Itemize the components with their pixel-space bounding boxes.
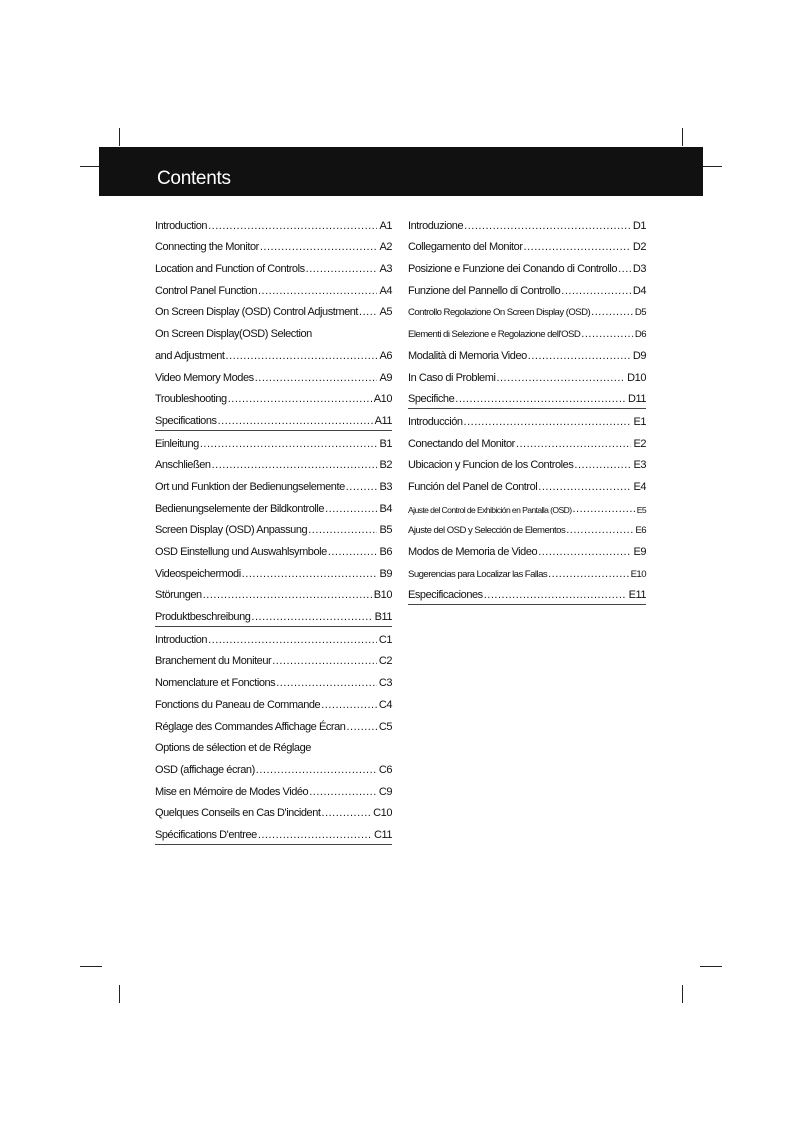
- toc-entry[interactable]: Spécifications D'entree ..... C11: [155, 822, 392, 844]
- toc-entry[interactable]: Connecting the Monitor ..... A2: [155, 235, 392, 257]
- toc-entry[interactable]: Produktbeschreibung ..... B11: [155, 604, 392, 626]
- toc-entry[interactable]: Fonctions du Paneau de Commande ..... C4: [155, 692, 392, 714]
- toc-entry[interactable]: Sugerencias para Localizar las Fallas ..... E10: [408, 561, 646, 583]
- toc-entry[interactable]: Ajuste del OSD y Selección de Elementos ..... E6: [408, 518, 646, 540]
- toc-group-spanish: [408, 409, 646, 605]
- crop-mark: [119, 128, 120, 146]
- toc-group-italian: [408, 213, 646, 409]
- toc-entry[interactable]: Quelques Conseils en Cas D'incident ..... C10: [155, 801, 392, 823]
- toc-entry[interactable]: Introducción ..... E1: [408, 409, 646, 431]
- toc-entry[interactable]: Screen Display (OSD) Anpassung ..... B5: [155, 518, 392, 540]
- toc-entry[interactable]: Mise en Mémoire de Modes Vidéo ..... C9: [155, 779, 392, 801]
- crop-mark: [700, 166, 722, 167]
- crop-mark: [682, 128, 683, 146]
- toc-entry[interactable]: Videospeichermodi ..... B9: [155, 561, 392, 583]
- toc-entry[interactable]: Bedienungselemente der Bildkontrolle ..... B4: [155, 496, 392, 518]
- toc-group-english: [155, 213, 392, 431]
- toc-entry[interactable]: Ubicacion y Funcion de los Controles ..... E3: [408, 453, 646, 475]
- toc-entry[interactable]: Introduction ..... C1: [155, 627, 392, 649]
- crop-mark: [119, 985, 120, 1003]
- toc-entry[interactable]: Funzione del Pannello di Controllo ..... D4: [408, 278, 646, 300]
- toc-entry[interactable]: Posizione e Funzione dei Conando di Controllo ..... D3: [408, 256, 646, 278]
- toc-entry[interactable]: and Adjustment ..... A6: [155, 343, 392, 365]
- crop-mark: [682, 985, 683, 1003]
- crop-mark: [700, 966, 722, 967]
- toc-column-right: [408, 213, 646, 605]
- toc-entry[interactable]: Ajuste del Control de Exhibición en Pantalla (OSD) ..... E5: [408, 496, 646, 518]
- toc-entry[interactable]: Ort und Funktion der Bedienungselemente ..... B3: [155, 474, 392, 496]
- toc-entry[interactable]: On Screen Display (OSD) Control Adjustment ..... A5: [155, 300, 392, 322]
- toc-group-german: [155, 431, 392, 627]
- toc-entry[interactable]: Modos de Memoria de Video ..... E9: [408, 539, 646, 561]
- toc-entry[interactable]: Options de sélection et de Réglage: [155, 742, 311, 755]
- toc-entry[interactable]: Specifications ..... A11: [155, 408, 392, 430]
- toc-entry[interactable]: Conectando del Monitor ..... E2: [408, 431, 646, 453]
- toc-entry[interactable]: Anschließen ..... B2: [155, 453, 392, 475]
- toc-entry[interactable]: Branchement du Moniteur ..... C2: [155, 649, 392, 671]
- toc-entry[interactable]: Controllo Regolazione On Screen Display (OSD) ..... D5: [408, 300, 646, 322]
- toc-entry[interactable]: Störungen ..... B10: [155, 583, 392, 605]
- toc-group-french: [155, 627, 392, 845]
- crop-mark: [80, 966, 102, 967]
- toc-entry[interactable]: Réglage des Commandes Affichage Écran ..... C5: [155, 714, 392, 736]
- toc-entry[interactable]: OSD Einstellung und Auswahlsymbole ..... B6: [155, 539, 392, 561]
- toc-entry[interactable]: Collegamento del Monitor ..... D2: [408, 235, 646, 257]
- toc-entry[interactable]: Location and Function of Controls ..... A3: [155, 256, 392, 278]
- toc-entry[interactable]: Elementi di Selezione e Regolazione dell'OSD ..... D6: [408, 321, 646, 343]
- toc-entry[interactable]: Specifiche ..... D11: [408, 387, 646, 409]
- toc-entry[interactable]: Troubleshooting ..... A10: [155, 387, 392, 409]
- toc-entry[interactable]: Especificaciones ..... E11: [408, 583, 646, 605]
- toc-entry[interactable]: OSD (affichage écran) ..... C6: [155, 757, 392, 779]
- page-title: Contents: [157, 168, 231, 189]
- header-bar: [99, 147, 703, 196]
- toc-entry[interactable]: On Screen Display(OSD) Selection: [155, 328, 312, 341]
- toc-entry[interactable]: In Caso di Problemi ..... D10: [408, 365, 646, 387]
- toc-entry[interactable]: Modalità di Memoria Video ..... D9: [408, 343, 646, 365]
- toc-entry[interactable]: Función del Panel de Control ..... E4: [408, 474, 646, 496]
- toc-entry[interactable]: Nomenclature et Fonctions ..... C3: [155, 670, 392, 692]
- toc-column-left: [155, 213, 392, 845]
- toc-entry[interactable]: Video Memory Modes ..... A9: [155, 365, 392, 387]
- toc-entry[interactable]: Introduzione ..... D1: [408, 213, 646, 235]
- toc-entry[interactable]: Control Panel Function ..... A4: [155, 278, 392, 300]
- toc-entry[interactable]: Introduction ..... A1: [155, 213, 392, 235]
- toc-entry[interactable]: Einleitung ..... B1: [155, 431, 392, 453]
